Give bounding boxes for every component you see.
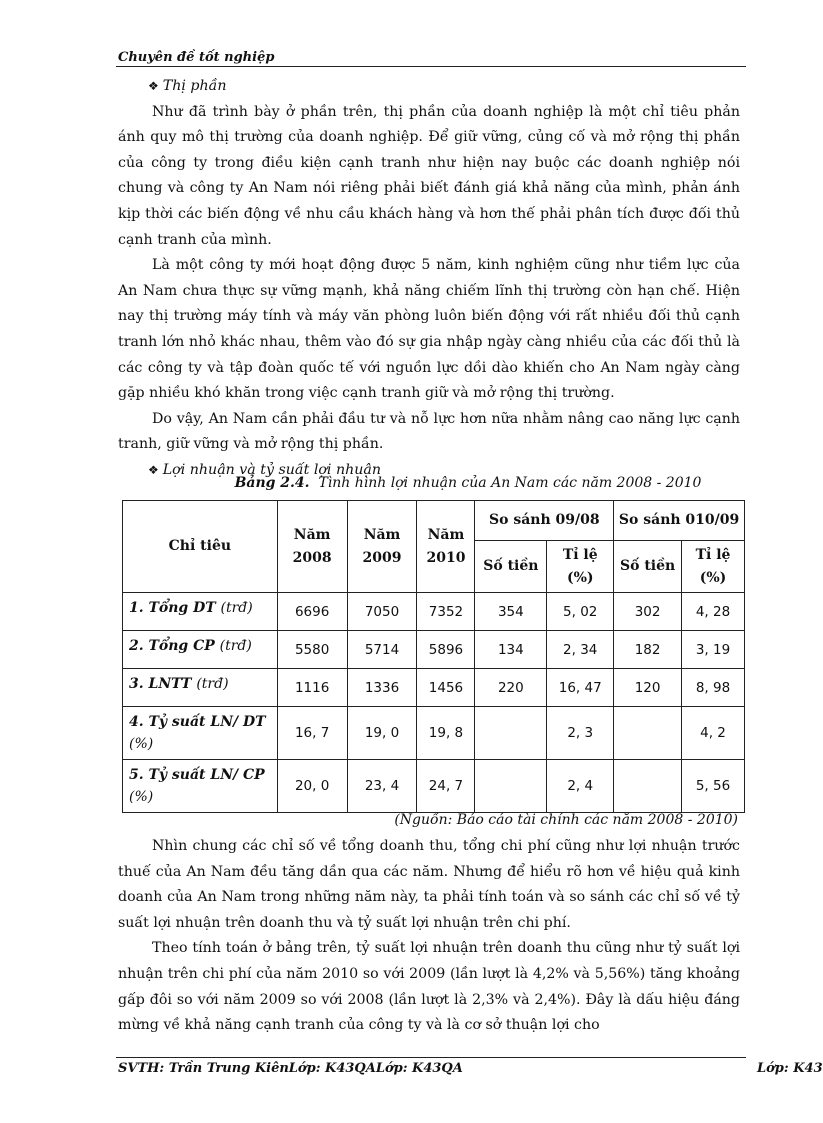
table-caption — [118, 475, 818, 491]
header-ratio: Tỉ lệ (%) — [547, 541, 614, 593]
paragraph: Như đã trình bày ở phần trên, thị phần của doanh nghiệp là một chỉ tiêu phản ánh quy mô thị trường của doanh nghiệp. Để giữ vững, củng cố và mở rộng thị phần của công ty trong điều kiện cạnh tranh như hiện nay buộc các doanh nghiệp nói chung và công ty An Nam nói riêng phải biết đánh giá khả năng của mình, phản ánh kịp thời các biến động về nhu cầu khách hàng và hơn thế phải phân tích được đối thủ cạnh tranh của mình. — [118, 103, 740, 248]
running-header-title: Chuyên đề tốt nghiệp — [118, 50, 275, 65]
header-amount: Số tiền — [475, 541, 547, 593]
heading-text: Lợi nhuận và tỷ suất lợi nhuận — [162, 461, 381, 478]
profit-table — [122, 500, 745, 813]
header-compare-010-09: So sánh 010/09 — [614, 501, 745, 541]
section-thi-phan — [118, 74, 740, 484]
section-heading-thi-phan — [118, 74, 740, 100]
table-caption-label: Bảng 2.4. — [234, 475, 310, 491]
footer-rule — [116, 1057, 746, 1058]
header-ratio: Tỉ lệ (%) — [682, 541, 745, 593]
table-row: 5. Tỷ suất LN/ CP (%) 20, 0 23, 4 24, 7 2, 4 5, 56 — [123, 760, 745, 813]
diamond-bullet-icon: ❖ — [148, 462, 159, 477]
header-amount: Số tiền — [614, 541, 682, 593]
paragraph: Do vậy, An Nam cần phải đầu tư và nỗ lực hơn nữa nhằm nâng cao năng lực cạnh tranh, giữ vững và mở rộng thị phần. — [118, 410, 740, 453]
footer-student: SVTH: Trần Trung KiênLớp: K43QALớp: K43QA — [118, 1061, 463, 1076]
header-compare-09-08: So sánh 09/08 — [475, 501, 614, 541]
header-year-2010: Năm 2010 — [417, 501, 475, 593]
table-row: 2. Tổng CP (trđ) 5580 5714 5896 134 2, 34 182 3, 19 — [123, 631, 745, 669]
analysis-section — [118, 834, 740, 1039]
diamond-bullet-icon: ❖ — [148, 79, 159, 93]
header-year-2008: Năm 2008 — [277, 501, 347, 593]
header-year-2009: Năm 2009 — [347, 501, 417, 593]
footer-class: Lớp: K43 — [757, 1061, 823, 1076]
table-source-note: (Nguồn: Báo cáo tài chính các năm 2008 - 2010) — [394, 812, 738, 828]
table-row: 3. LNTT (trđ) 1116 1336 1456 220 16, 47 120 8, 98 — [123, 669, 745, 707]
paragraph: Nhìn chung các chỉ số về tổng doanh thu, tổng chi phí cũng như lợi nhuận trước thuế của An Nam đều tăng dần qua các năm. Nhưng để hiểu rõ hơn về hiệu quả kinh doanh của An Nam trong những năm này, ta phải tính toán và so sánh các chỉ số về tỷ suất lợi nhuận trên doanh thu và tỷ suất lợi nhuận trên chi phí. — [118, 838, 740, 931]
header-indicator: Chỉ tiêu — [123, 501, 278, 593]
paragraph: Là một công ty mới hoạt động được 5 năm, kinh nghiệm cũng như tiềm lực của An Nam chưa thực sự vững mạnh, khả năng chiếm lĩnh thị trường còn hạn chế. Hiện nay thị trường máy tính và máy văn phòng luôn biến động với rất nhiều đối thủ cạnh tranh lớn nhỏ khác nhau, thêm vào đó sự gia nhập ngày càng nhiều của các đối thủ là các công ty và tập đoàn quốc tế với nguồn lực dồi dào khiến cho An Nam ngày càng gặp nhiều khó khăn trong việc cạnh tranh giữ và mở rộng thị trường. — [118, 257, 740, 402]
paragraph: Theo tính toán ở bảng trên, tỷ suất lợi nhuận trên doanh thu cũng như tỷ suất lợi nhuận trên chi phí của năm 2010 so với 2009 (lần lượt là 4,2% và 5,56%) tăng khoảng gấp đôi so với năm 2009 so với 2008 (lần lượt là 2,3% và 2,4%). Đây là dấu hiệu đáng mừng về khả năng cạnh tranh của công ty và là cơ sở thuận lợi cho — [118, 940, 740, 1034]
table-row: 4. Tỷ suất LN/ DT (%) 16, 7 19, 0 19, 8 2, 3 4, 2 — [123, 707, 745, 760]
table-row: 1. Tổng DT (trđ) 6696 7050 7352 354 5, 02 302 4, 28 — [123, 593, 745, 631]
table-caption-text: Tình hình lợi nhuận của An Nam các năm 2008 - 2010 — [318, 475, 702, 491]
header-rule — [116, 66, 746, 67]
heading-text: Thị phần — [162, 78, 227, 94]
